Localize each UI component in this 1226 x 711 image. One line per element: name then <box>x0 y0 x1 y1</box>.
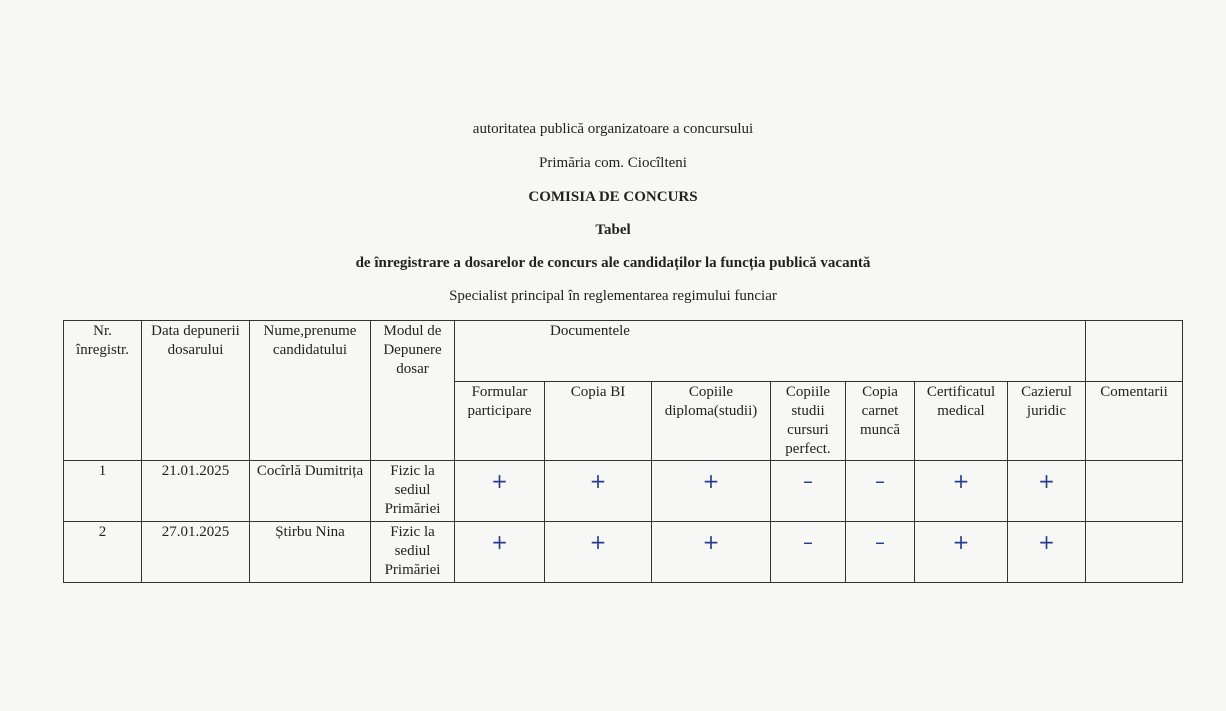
header-doc-criminal: Cazierul juridic <box>1008 382 1086 461</box>
header-authority: autoritatea publică organizatoare a concursului <box>472 121 754 137</box>
handwritten-mark: + <box>702 469 720 493</box>
cell-mark <box>1008 461 1086 522</box>
cell-name: Cocîrlă Dumitrița <box>250 461 371 522</box>
table-row <box>64 522 1183 583</box>
handwritten-mark: + <box>1038 530 1055 554</box>
header-table-title: Tabel <box>595 222 631 238</box>
handwritten-mark: – <box>803 530 813 554</box>
registration-table <box>63 320 1183 583</box>
cell-mode: Fizic la sediul Primăriei <box>371 522 455 583</box>
handwritten-mark: – <box>803 469 813 493</box>
handwritten-mark: – <box>875 469 885 493</box>
cell-mark <box>771 461 846 522</box>
header-doc-work-book: Copia carnet muncă <box>846 382 915 461</box>
cell-mark <box>652 461 771 522</box>
table-header-row <box>64 321 1183 382</box>
cell-mark <box>455 461 545 522</box>
header-table-subtitle: de înregistrare a dosarelor de concurs ale candidaților la funcția publică vacantă <box>355 255 871 271</box>
header-mode: Modul de Depunere dosar <box>371 321 455 461</box>
handwritten-mark: + <box>952 469 970 493</box>
cell-mark <box>846 461 915 522</box>
cell-mark <box>1008 522 1086 583</box>
header-position: Specialist principal în reglementarea regimului funciar <box>449 288 777 304</box>
header-doc-courses: Copiile studii cursuri perfect. <box>771 382 846 461</box>
handwritten-mark: + <box>952 530 970 554</box>
cell-comment <box>1086 522 1183 583</box>
handwritten-mark: – <box>875 530 885 554</box>
table-row <box>64 461 1183 522</box>
header-doc-diploma: Copiile diploma(studii) <box>652 382 771 461</box>
cell-mark <box>652 522 771 583</box>
header-doc-bi: Copia BI <box>545 382 652 461</box>
cell-mark <box>545 461 652 522</box>
handwritten-mark: + <box>491 469 508 493</box>
cell-nr: 2 <box>64 522 142 583</box>
cell-nr: 1 <box>64 461 142 522</box>
cell-date: 21.01.2025 <box>142 461 250 522</box>
cell-mark <box>846 522 915 583</box>
handwritten-mark: + <box>1038 469 1055 493</box>
cell-mark <box>455 522 545 583</box>
header-date: Data depunerii dosarului <box>142 321 250 461</box>
handwritten-mark: + <box>702 530 720 554</box>
cell-comment <box>1086 461 1183 522</box>
handwritten-mark: + <box>491 530 508 554</box>
header-doc-form: Formular participare <box>455 382 545 461</box>
cell-mark <box>771 522 846 583</box>
header-name: Nume,prenume candidatului <box>250 321 371 461</box>
cell-name: Știrbu Nina <box>250 522 371 583</box>
cell-mark <box>915 461 1008 522</box>
header-doc-medical: Certificatul medical <box>915 382 1008 461</box>
cell-date: 27.01.2025 <box>142 522 250 583</box>
cell-mode: Fizic la sediul Primăriei <box>371 461 455 522</box>
cell-mark <box>545 522 652 583</box>
header-documents: Documentele <box>455 321 1086 382</box>
handwritten-mark: + <box>589 469 607 493</box>
header-nr: Nr. înregistr. <box>64 321 142 461</box>
handwritten-mark: + <box>589 530 607 554</box>
header-empty-cell <box>1086 321 1183 382</box>
header-commission: COMISIA DE CONCURS <box>528 189 698 205</box>
cell-mark <box>915 522 1008 583</box>
header-institution: Primăria com. Ciocîlteni <box>539 155 687 171</box>
header-comments: Comentarii <box>1086 382 1183 461</box>
